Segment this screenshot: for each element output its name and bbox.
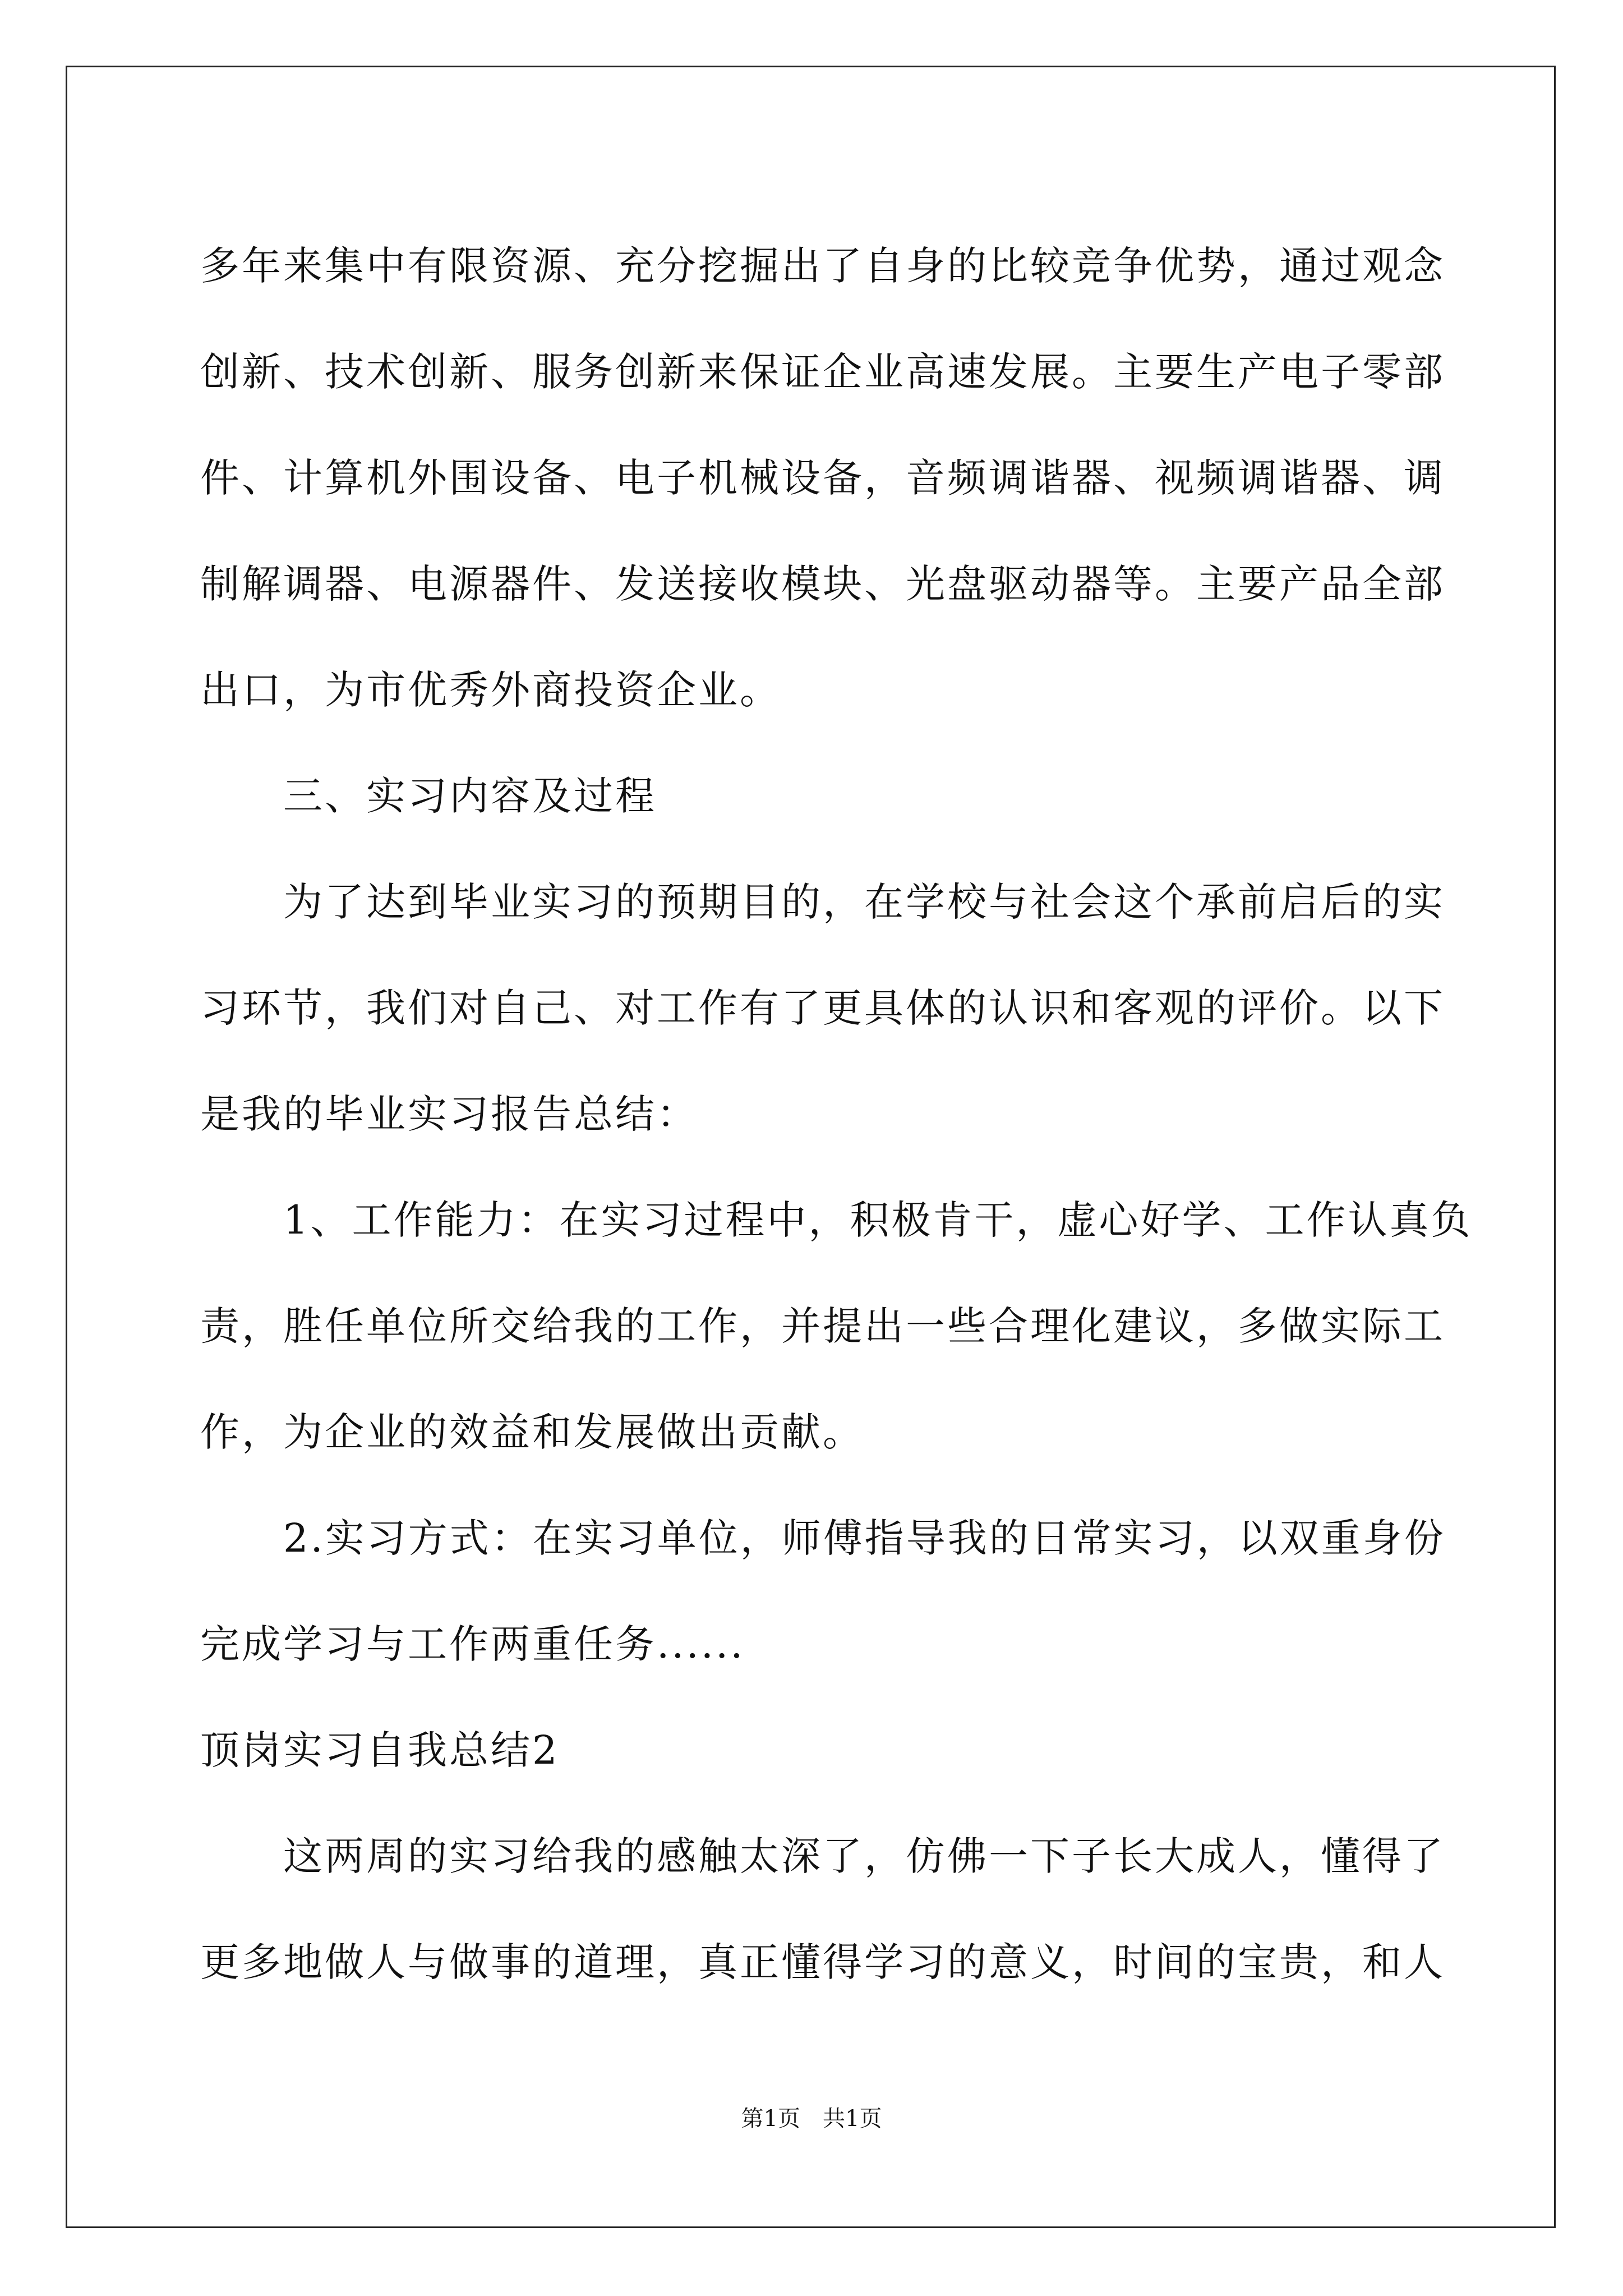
text-line: 更多地做人与做事的道理，真正懂得学习的意义，时间的宝贵，和人 bbox=[200, 1939, 1445, 1985]
text-line: 出口，为市优秀外商投资企业。 bbox=[200, 667, 781, 713]
text-line: 为了达到毕业实习的预期目的，在学校与社会这个承前启后的实 bbox=[200, 879, 1445, 925]
text-line: 多年来集中有限资源、充分挖掘出了自身的比较竞争优势，通过观念 bbox=[200, 243, 1445, 289]
text-line: 制解调器、电源器件、发送接收模块、光盘驱动器等。主要产品全部 bbox=[200, 561, 1445, 607]
text-line: 1、工作能力：在实习过程中，积极肯干，虚心好学、工作认真负 bbox=[200, 1197, 1473, 1243]
text-line: 责，胜任单位所交给我的工作，并提出一些合理化建议，多做实际工 bbox=[200, 1303, 1445, 1349]
document-title: 顶岗实习自我总结2 bbox=[200, 1727, 560, 1773]
page-footer: 第1页 共1页 bbox=[741, 2106, 882, 2132]
document-body bbox=[200, 213, 1473, 2016]
text-line: 这两周的实习给我的感触太深了，仿佛一下子长大成人，懂得了 bbox=[200, 1833, 1445, 1879]
text-line: 作，为企业的效益和发展做出贡献。 bbox=[200, 1409, 864, 1455]
text-line: 完成学习与工作两重任务...... bbox=[200, 1621, 745, 1667]
text-line: 习环节，我们对自己、对工作有了更具体的认识和客观的评价。以下 bbox=[200, 985, 1445, 1031]
text-line: 创新、技术创新、服务创新来保证企业高速发展。主要生产电子零部 bbox=[200, 349, 1445, 395]
section-heading: 三、实习内容及过程 bbox=[200, 773, 657, 819]
text-line: 件、计算机外围设备、电子机械设备，音频调谐器、视频调谐器、调 bbox=[200, 455, 1445, 501]
text-line: 2.实习方式：在实习单位，师傅指导我的日常实习，以双重身份 bbox=[200, 1515, 1446, 1561]
text-line: 是我的毕业实习报告总结： bbox=[200, 1091, 698, 1137]
